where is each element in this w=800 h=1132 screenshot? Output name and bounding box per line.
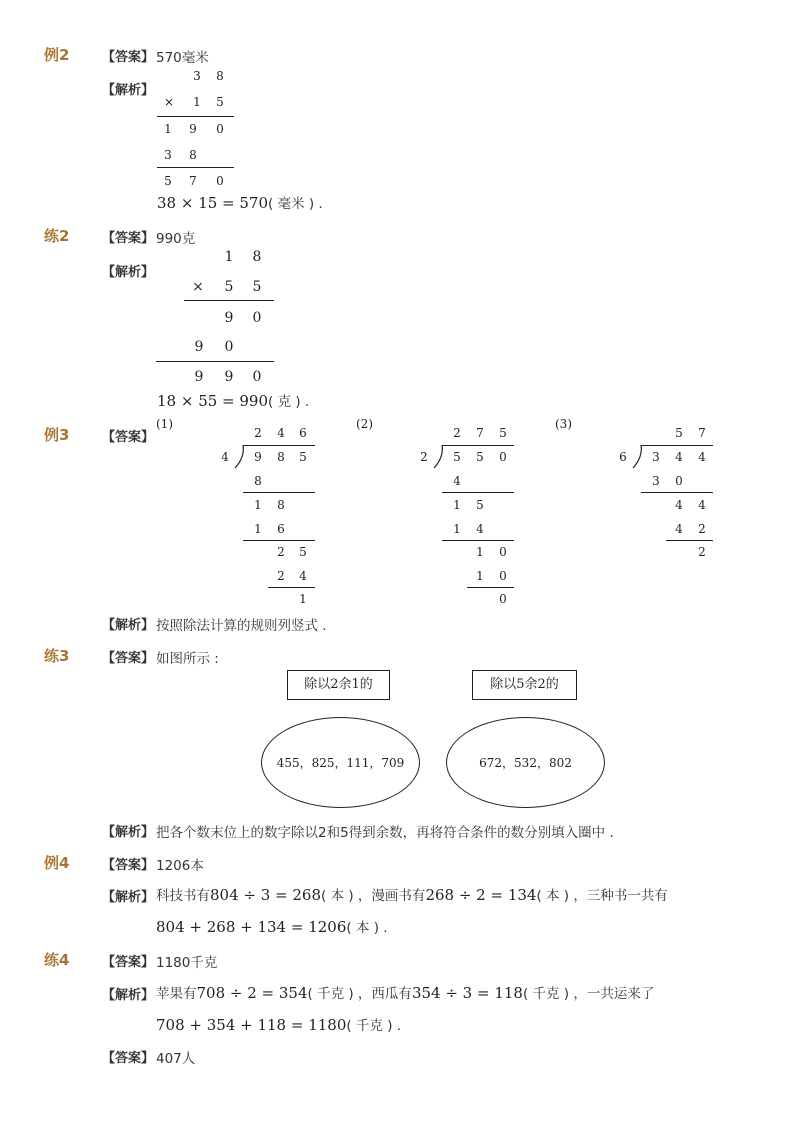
digit: 3 bbox=[164, 148, 172, 162]
equation: 354 ÷ 3 = 118 bbox=[411, 984, 523, 1002]
step-digit: 0 bbox=[675, 474, 683, 488]
rule-line bbox=[666, 540, 713, 541]
rule-line bbox=[268, 587, 315, 588]
digit: 5 bbox=[216, 95, 224, 109]
text: ( 千克 ) . bbox=[346, 1018, 402, 1034]
dividend-digit: 8 bbox=[277, 450, 285, 464]
rule-line bbox=[156, 361, 274, 362]
text: ( 本 ) ，三种书一共有 bbox=[536, 888, 668, 904]
step-digit: 1 bbox=[254, 522, 262, 536]
digit: 9 bbox=[189, 122, 197, 136]
quotient-digit: 7 bbox=[698, 426, 706, 440]
step-digit: 2 bbox=[698, 522, 706, 536]
division-bar bbox=[641, 445, 713, 446]
digit: 9 bbox=[194, 339, 204, 355]
digit: 9 bbox=[224, 369, 234, 385]
step-digit: 1 bbox=[453, 498, 461, 512]
set-ellipse-mod2: 455，825，111，709 bbox=[261, 717, 420, 808]
divisor: 4 bbox=[221, 450, 229, 464]
unit: ( 毫米 ) . bbox=[268, 196, 323, 212]
digit: 0 bbox=[252, 310, 262, 326]
analysis-label: 【解析】 bbox=[102, 83, 155, 98]
example-tag-li4: 例4 bbox=[44, 854, 70, 872]
answer-label: 【答案】 bbox=[102, 651, 155, 666]
analysis-label: 【解析】 bbox=[102, 890, 155, 905]
example-tag-li3: 例3 bbox=[44, 426, 70, 444]
quotient-digit: 2 bbox=[254, 426, 262, 440]
step-digit: 1 bbox=[254, 498, 262, 512]
quotient-digit: 5 bbox=[499, 426, 507, 440]
quotient-digit: 5 bbox=[675, 426, 683, 440]
rule-line bbox=[243, 540, 315, 541]
step-digit: 0 bbox=[499, 545, 507, 559]
digit: 0 bbox=[216, 122, 224, 136]
digit: 5 bbox=[224, 279, 234, 295]
step-digit: 1 bbox=[453, 522, 461, 536]
part-label: (3) bbox=[555, 417, 572, 431]
analysis-text: 按照除法计算的规则列竖式 . bbox=[156, 618, 327, 634]
dividend-digit: 5 bbox=[299, 450, 307, 464]
equation: 804 ÷ 3 = 268 bbox=[210, 886, 322, 904]
answer-label: 【答案】 bbox=[102, 1051, 155, 1066]
answer-text: 1206本 bbox=[156, 858, 204, 874]
example-tag-li2: 例2 bbox=[44, 46, 70, 64]
digit: 8 bbox=[189, 148, 197, 162]
equation: 708 ÷ 2 = 354 bbox=[196, 984, 308, 1002]
example-tag-lian4: 练4 bbox=[44, 951, 70, 969]
step-digit: 1 bbox=[476, 569, 484, 583]
digit: 1 bbox=[224, 249, 234, 265]
analysis-line-2 bbox=[156, 916, 388, 936]
equation-line bbox=[157, 192, 323, 212]
divisor: 6 bbox=[619, 450, 627, 464]
times-sign: × bbox=[163, 95, 175, 109]
digit: 0 bbox=[224, 339, 234, 355]
step-digit: 4 bbox=[675, 498, 683, 512]
dividend-digit: 4 bbox=[675, 450, 683, 464]
equation: 18 × 55 = 990 bbox=[157, 392, 269, 410]
step-digit: 4 bbox=[675, 522, 683, 536]
answer-label: 【答案】 bbox=[102, 231, 155, 246]
step-digit: 4 bbox=[698, 498, 706, 512]
digit: 0 bbox=[252, 369, 262, 385]
equation-line bbox=[157, 390, 309, 410]
digit: 3 bbox=[193, 69, 201, 83]
digit: 1 bbox=[193, 95, 201, 109]
rule-line bbox=[442, 540, 514, 541]
analysis-line-1 bbox=[156, 884, 668, 904]
dividend-digit: 0 bbox=[499, 450, 507, 464]
step-digit: 4 bbox=[476, 522, 484, 536]
analysis-label: 【解析】 bbox=[102, 265, 155, 280]
equation: 38 × 15 = 570 bbox=[157, 194, 269, 212]
part-label: (1) bbox=[156, 417, 173, 431]
remainder: 1 bbox=[299, 592, 307, 606]
dividend-digit: 5 bbox=[453, 450, 461, 464]
rule-line bbox=[467, 587, 514, 588]
divisor: 2 bbox=[420, 450, 428, 464]
answer-label: 【答案】 bbox=[102, 955, 155, 970]
step-digit: 8 bbox=[254, 474, 262, 488]
division-bar bbox=[243, 445, 315, 446]
text: 苹果有 bbox=[156, 986, 197, 1002]
digit: 5 bbox=[164, 174, 172, 188]
equation: 708 + 354 + 118 = 1180 bbox=[156, 1016, 347, 1034]
text: ( 千克 ) ，西瓜有 bbox=[307, 986, 412, 1002]
rule-line bbox=[157, 167, 234, 168]
step-digit: 2 bbox=[277, 569, 285, 583]
answer-label: 【答案】 bbox=[102, 430, 155, 445]
digit: 8 bbox=[252, 249, 262, 265]
equation: 804 + 268 + 134 = 1206 bbox=[156, 918, 347, 936]
answer-text: 407人 bbox=[156, 1051, 196, 1067]
step-digit: 1 bbox=[476, 545, 484, 559]
digit: 0 bbox=[216, 174, 224, 188]
part-label: (2) bbox=[356, 417, 373, 431]
step-digit: 6 bbox=[277, 522, 285, 536]
rule-line bbox=[243, 492, 315, 493]
text: ( 本 ) . bbox=[346, 920, 388, 936]
dividend-digit: 3 bbox=[652, 450, 660, 464]
analysis-label: 【解析】 bbox=[102, 618, 155, 633]
step-digit: 5 bbox=[476, 498, 484, 512]
rule-line bbox=[641, 492, 713, 493]
quotient-digit: 2 bbox=[453, 426, 461, 440]
analysis-line-2 bbox=[156, 1014, 401, 1034]
example-tag-lian3: 练3 bbox=[44, 647, 70, 665]
answer-text: 1180千克 bbox=[156, 955, 218, 971]
digit: 9 bbox=[194, 369, 204, 385]
analysis-line-1 bbox=[156, 982, 654, 1002]
step-digit: 8 bbox=[277, 498, 285, 512]
digit: 1 bbox=[164, 122, 172, 136]
analysis-text: 把各个数末位上的数字除以2和5得到余数，再将符合条件的数分别填入圈中 . bbox=[156, 825, 614, 841]
step-digit: 5 bbox=[299, 545, 307, 559]
times-sign: × bbox=[192, 279, 204, 295]
analysis-label: 【解析】 bbox=[102, 825, 155, 840]
digit: 7 bbox=[189, 174, 197, 188]
dividend-digit: 4 bbox=[698, 450, 706, 464]
remainder: 2 bbox=[698, 545, 706, 559]
step-digit: 2 bbox=[277, 545, 285, 559]
dividend-digit: 9 bbox=[254, 450, 262, 464]
answer-text: 如图所示 : bbox=[156, 651, 219, 667]
digit: 5 bbox=[252, 279, 262, 295]
division-bracket bbox=[234, 445, 246, 469]
set-ellipse-mod5: 672，532，802 bbox=[446, 717, 605, 808]
text: ( 本 ) ，漫画书有 bbox=[321, 888, 426, 904]
rule-line bbox=[184, 300, 274, 301]
answer-text: 990克 bbox=[156, 231, 196, 247]
unit: ( 克 ) . bbox=[268, 394, 310, 410]
rule-line bbox=[442, 492, 514, 493]
digit: 9 bbox=[224, 310, 234, 326]
division-bracket bbox=[632, 445, 644, 469]
digit: 8 bbox=[216, 69, 224, 83]
analysis-label: 【解析】 bbox=[102, 988, 155, 1003]
step-digit: 4 bbox=[299, 569, 307, 583]
text: 科技书有 bbox=[156, 888, 210, 904]
rule-line bbox=[157, 116, 234, 117]
remainder: 0 bbox=[499, 592, 507, 606]
category-box-mod5: 除以5余2的 bbox=[472, 670, 577, 700]
equation: 268 ÷ 2 = 134 bbox=[425, 886, 537, 904]
step-digit: 0 bbox=[499, 569, 507, 583]
answer-text: 570毫米 bbox=[156, 50, 209, 66]
answer-label: 【答案】 bbox=[102, 858, 155, 873]
quotient-digit: 6 bbox=[299, 426, 307, 440]
example-tag-lian2: 练2 bbox=[44, 227, 70, 245]
step-digit: 4 bbox=[453, 474, 461, 488]
category-box-mod2: 除以2余1的 bbox=[287, 670, 390, 700]
division-bar bbox=[442, 445, 514, 446]
quotient-digit: 7 bbox=[476, 426, 484, 440]
division-bracket bbox=[433, 445, 445, 469]
step-digit: 3 bbox=[652, 474, 660, 488]
dividend-digit: 5 bbox=[476, 450, 484, 464]
answer-label: 【答案】 bbox=[102, 50, 155, 65]
text: ( 千克 ) ，一共运来了 bbox=[522, 986, 655, 1002]
quotient-digit: 4 bbox=[277, 426, 285, 440]
